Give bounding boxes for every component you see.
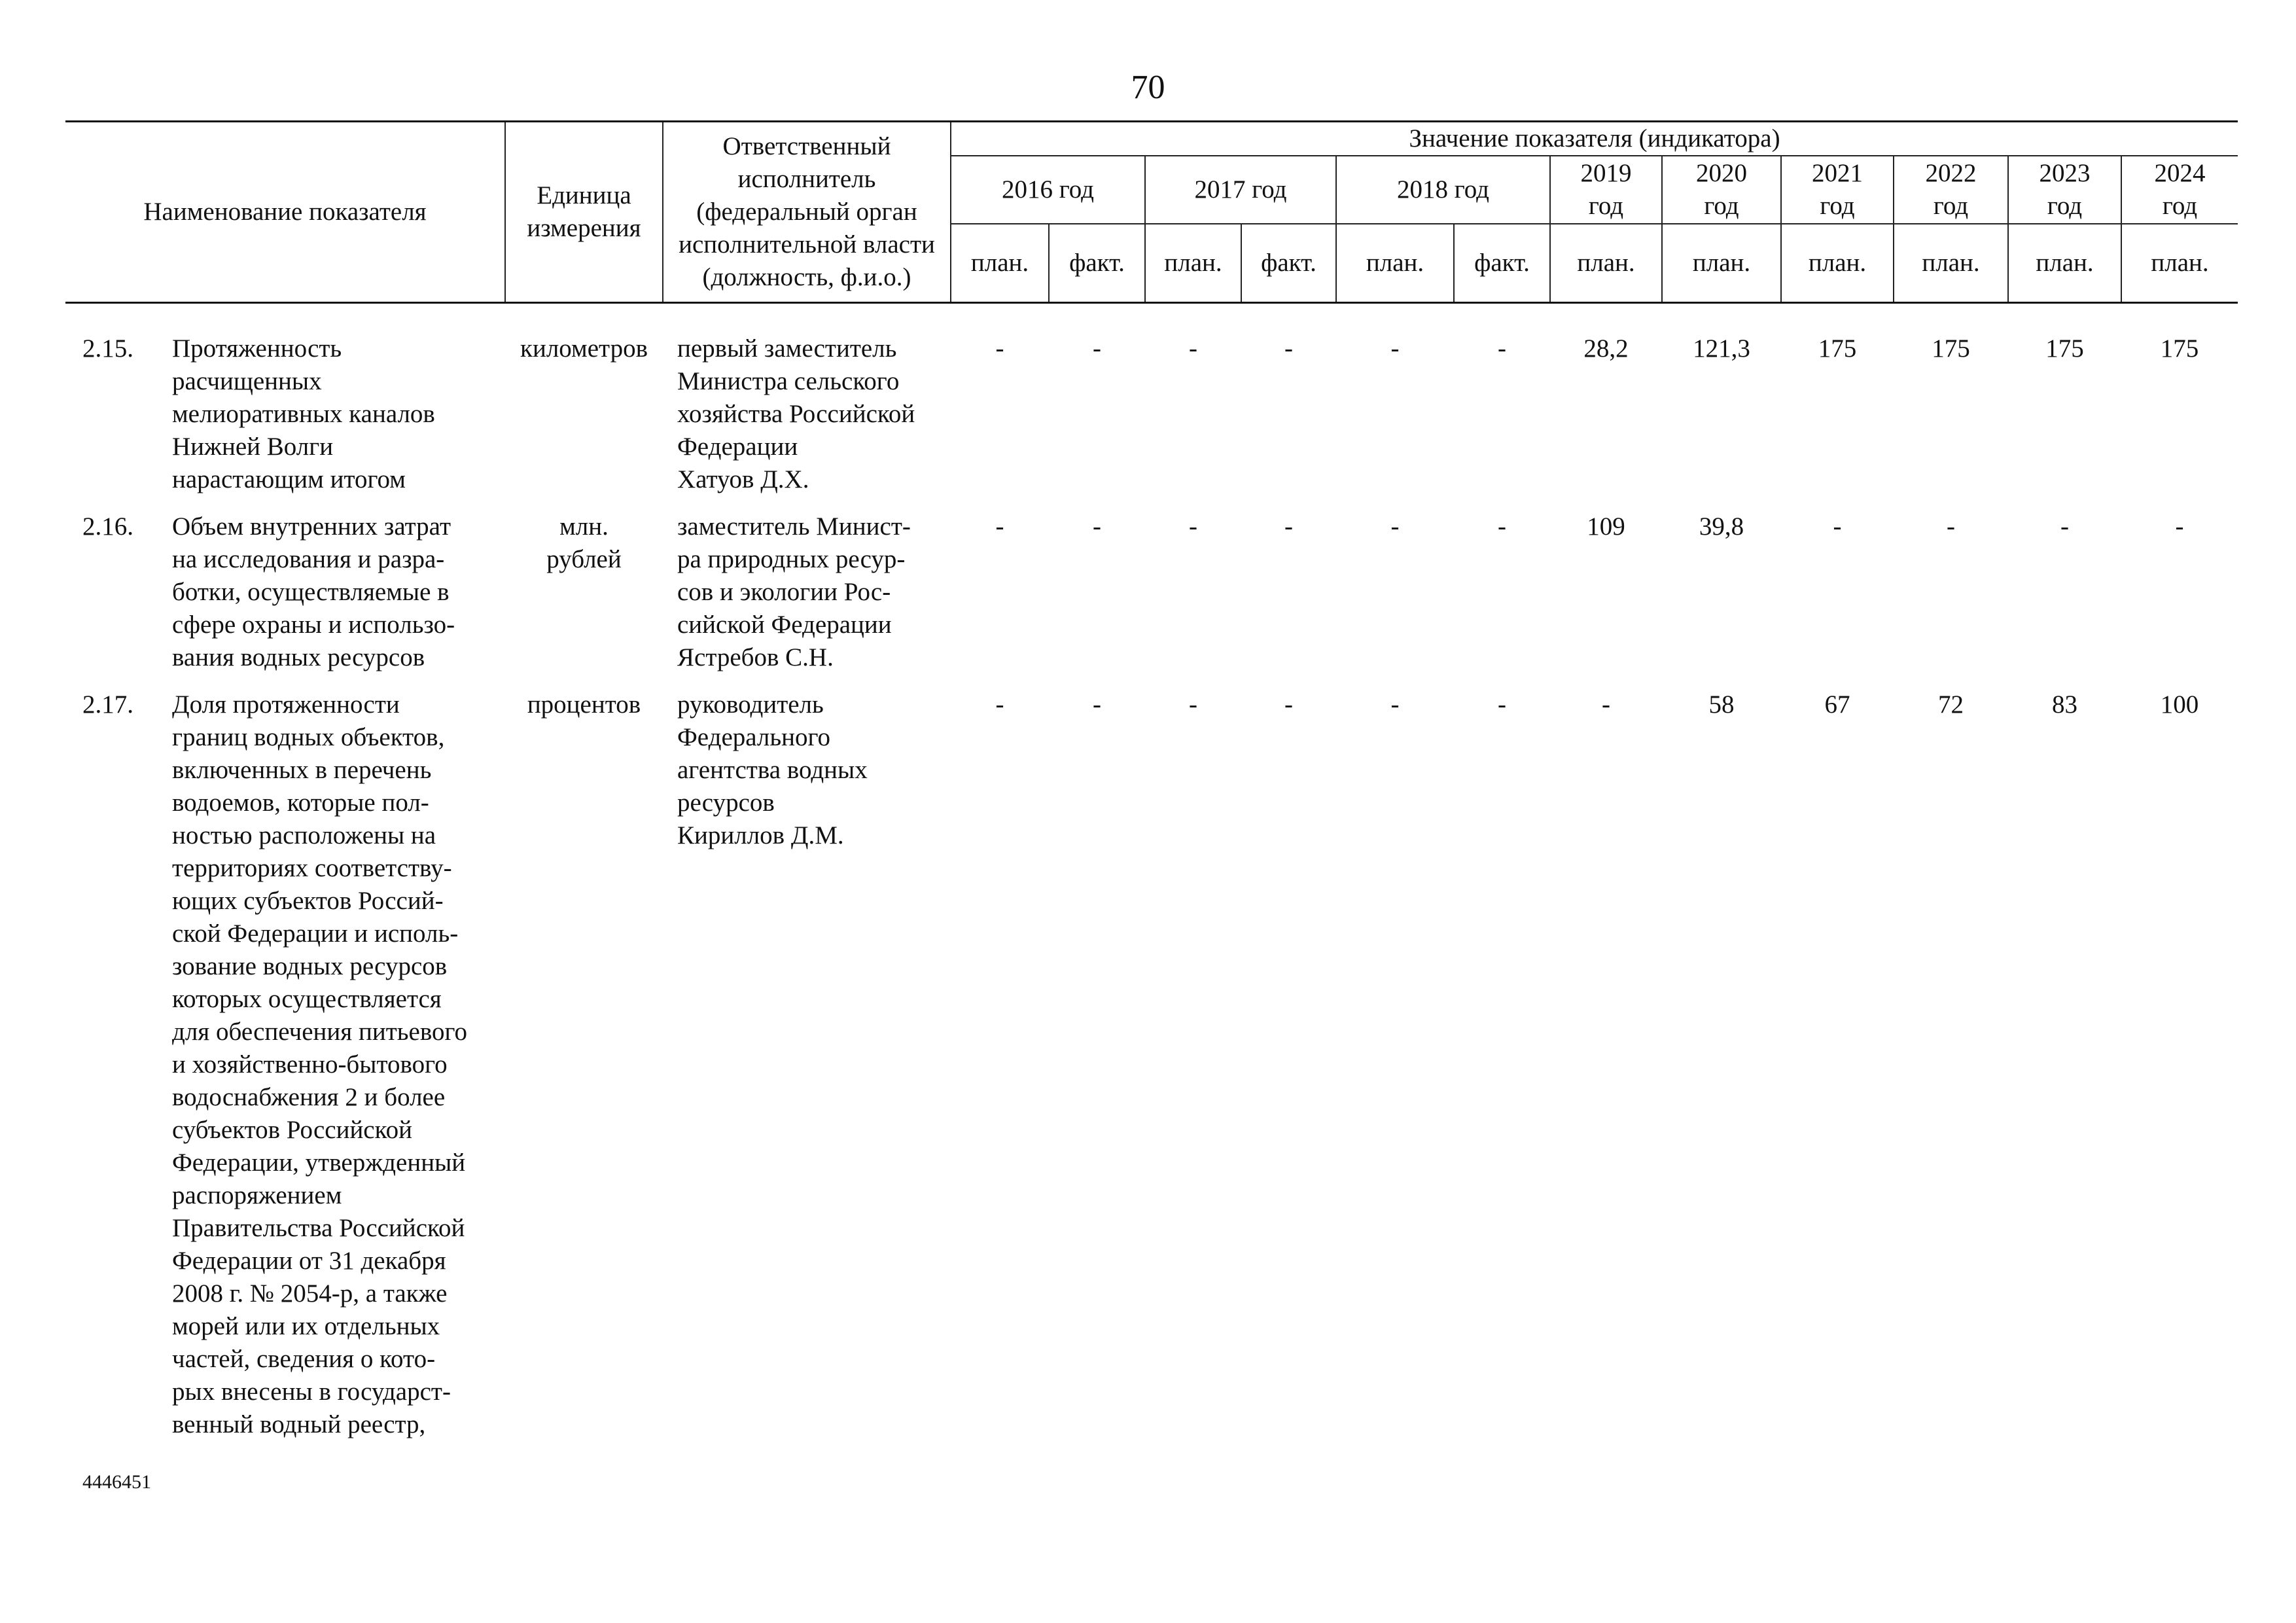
indicator-value: - bbox=[2060, 512, 2069, 541]
indicator-value: - bbox=[2175, 512, 2184, 541]
indicator-name: Объем внутренних затрат на исследования и разра- ботки, осуществляемые в сфере охраны и использо- вания водных ресурсов bbox=[172, 512, 455, 671]
header-year-2016: 2016 год bbox=[951, 156, 1145, 224]
responsible-executor: первый заместитель Министра сельского хозяйства Российской Федерации Хатуов Д.Х. bbox=[677, 334, 915, 493]
indicator-value: - bbox=[995, 512, 1004, 541]
indicators-table bbox=[65, 120, 2238, 1455]
indicator-value: 28,2 bbox=[1583, 334, 1629, 363]
indicator-value: 109 bbox=[1587, 512, 1625, 541]
header-sub-2022-plan: план. bbox=[1894, 224, 2008, 303]
header-sub-2016-plan: план. bbox=[951, 224, 1049, 303]
indicator-value: 121,3 bbox=[1693, 334, 1750, 363]
indicator-value: 83 bbox=[2052, 690, 2077, 719]
row-number: 2.15. bbox=[82, 334, 133, 363]
indicator-value: - bbox=[1284, 690, 1293, 719]
indicator-value: 58 bbox=[1708, 690, 1735, 719]
header-sub-2017-fact: факт. bbox=[1241, 224, 1336, 303]
indicator-value: 100 bbox=[2160, 690, 2199, 719]
indicator-value: - bbox=[1833, 512, 1842, 541]
header-year-2023: 2023 год bbox=[2008, 156, 2121, 224]
header-sub-2016-fact: факт. bbox=[1049, 224, 1145, 303]
unit-of-measure: процентов bbox=[527, 690, 641, 719]
header-year-2017: 2017 год bbox=[1145, 156, 1336, 224]
row-number: 2.16. bbox=[82, 512, 133, 541]
indicator-value: - bbox=[1189, 512, 1197, 541]
indicator-value: - bbox=[1093, 334, 1101, 363]
header-unit: Единица измерения bbox=[505, 122, 663, 303]
header-sub-2021-plan: план. bbox=[1781, 224, 1894, 303]
responsible-executor: руководитель Федерального агентства водных ресурсов Кириллов Д.М. bbox=[677, 690, 868, 849]
table-body bbox=[65, 303, 2238, 1456]
header-year-2019: 2019 год bbox=[1550, 156, 1662, 224]
indicator-value: - bbox=[1093, 512, 1101, 541]
header-year-2024: 2024 год bbox=[2121, 156, 2238, 224]
unit-of-measure: километров bbox=[520, 334, 648, 363]
responsible-executor: заместитель Минист- ра природных ресур- сов и экологии Рос- сийской Федерации Ястребов С.Н. bbox=[677, 512, 911, 671]
page-number: 70 bbox=[1131, 69, 1165, 106]
unit-of-measure: млн. рублей bbox=[546, 512, 622, 573]
table-row bbox=[65, 688, 2238, 1455]
document-code: 4446451 bbox=[82, 1471, 151, 1493]
indicator-value: - bbox=[1093, 690, 1101, 719]
table-row bbox=[65, 510, 2238, 688]
header-name: Наименование показателя bbox=[65, 122, 505, 303]
indicator-value: - bbox=[1189, 334, 1197, 363]
indicator-value: - bbox=[1390, 334, 1400, 363]
indicator-value: - bbox=[1602, 690, 1610, 719]
header-sub-2017-plan: план. bbox=[1145, 224, 1241, 303]
header-year-2022: 2022 год bbox=[1894, 156, 2008, 224]
indicator-value: 175 bbox=[1932, 334, 1970, 363]
header-sub-2024-plan: план. bbox=[2121, 224, 2238, 303]
indicator-value: - bbox=[1498, 512, 1506, 541]
indicator-value: 175 bbox=[2045, 334, 2084, 363]
indicator-value: 72 bbox=[1938, 690, 1964, 719]
header-sub-2018-fact: факт. bbox=[1454, 224, 1550, 303]
header-responsible: Ответственный исполнитель (федеральный орган исполнительной власти (должность, ф.и.о.) bbox=[663, 122, 951, 303]
header-sub-2018-plan: план. bbox=[1336, 224, 1454, 303]
indicator-value: - bbox=[995, 334, 1004, 363]
indicator-value: - bbox=[1947, 512, 1955, 541]
indicator-value: - bbox=[1498, 690, 1506, 719]
indicator-name: Доля протяженности границ водных объектов, включенных в перечень водоемов, которые пол- ностью расположены на территориях соответству- ющих субъектов Россий- ской Федерации и исполь- зование водных ресурсов которых осуществляется для обеспечения питьевого и хозяйственно-бытового водоснабжения 2 и более субъектов Российской Федерации, утвержденный распоряжением Правительства Российской Федерации от 31 декабря 2008 г. № 2054-р, а также морей или их отдельных частей, сведения о кото- рых внесены в государст- венный водный реестр, bbox=[172, 690, 468, 1438]
row-number: 2.17. bbox=[82, 690, 133, 719]
indicator-value: 175 bbox=[1818, 334, 1857, 363]
header-value-group: Значение показателя (индикатора) bbox=[951, 122, 2238, 156]
indicator-value: - bbox=[1189, 690, 1197, 719]
header-year-2018: 2018 год bbox=[1336, 156, 1550, 224]
header-sub-2023-plan: план. bbox=[2008, 224, 2121, 303]
indicator-value: - bbox=[1284, 334, 1293, 363]
indicator-name: Протяженность расчищенных мелиоративных каналов Нижней Волги нарастающим итогом bbox=[172, 334, 435, 493]
indicator-value: - bbox=[1390, 690, 1400, 719]
indicator-value: 39,8 bbox=[1699, 512, 1744, 541]
indicator-value: - bbox=[1284, 512, 1293, 541]
indicator-value: 175 bbox=[2160, 334, 2199, 363]
table-row bbox=[65, 332, 2238, 510]
header-sub-2019-plan: план. bbox=[1550, 224, 1662, 303]
indicator-value: - bbox=[995, 690, 1004, 719]
header-year-2020: 2020 год bbox=[1662, 156, 1781, 224]
indicator-value: 67 bbox=[1824, 690, 1850, 719]
header-year-2021: 2021 год bbox=[1781, 156, 1894, 224]
header-sub-2020-plan: план. bbox=[1662, 224, 1781, 303]
indicator-value: - bbox=[1498, 334, 1506, 363]
indicator-value: - bbox=[1390, 512, 1400, 541]
